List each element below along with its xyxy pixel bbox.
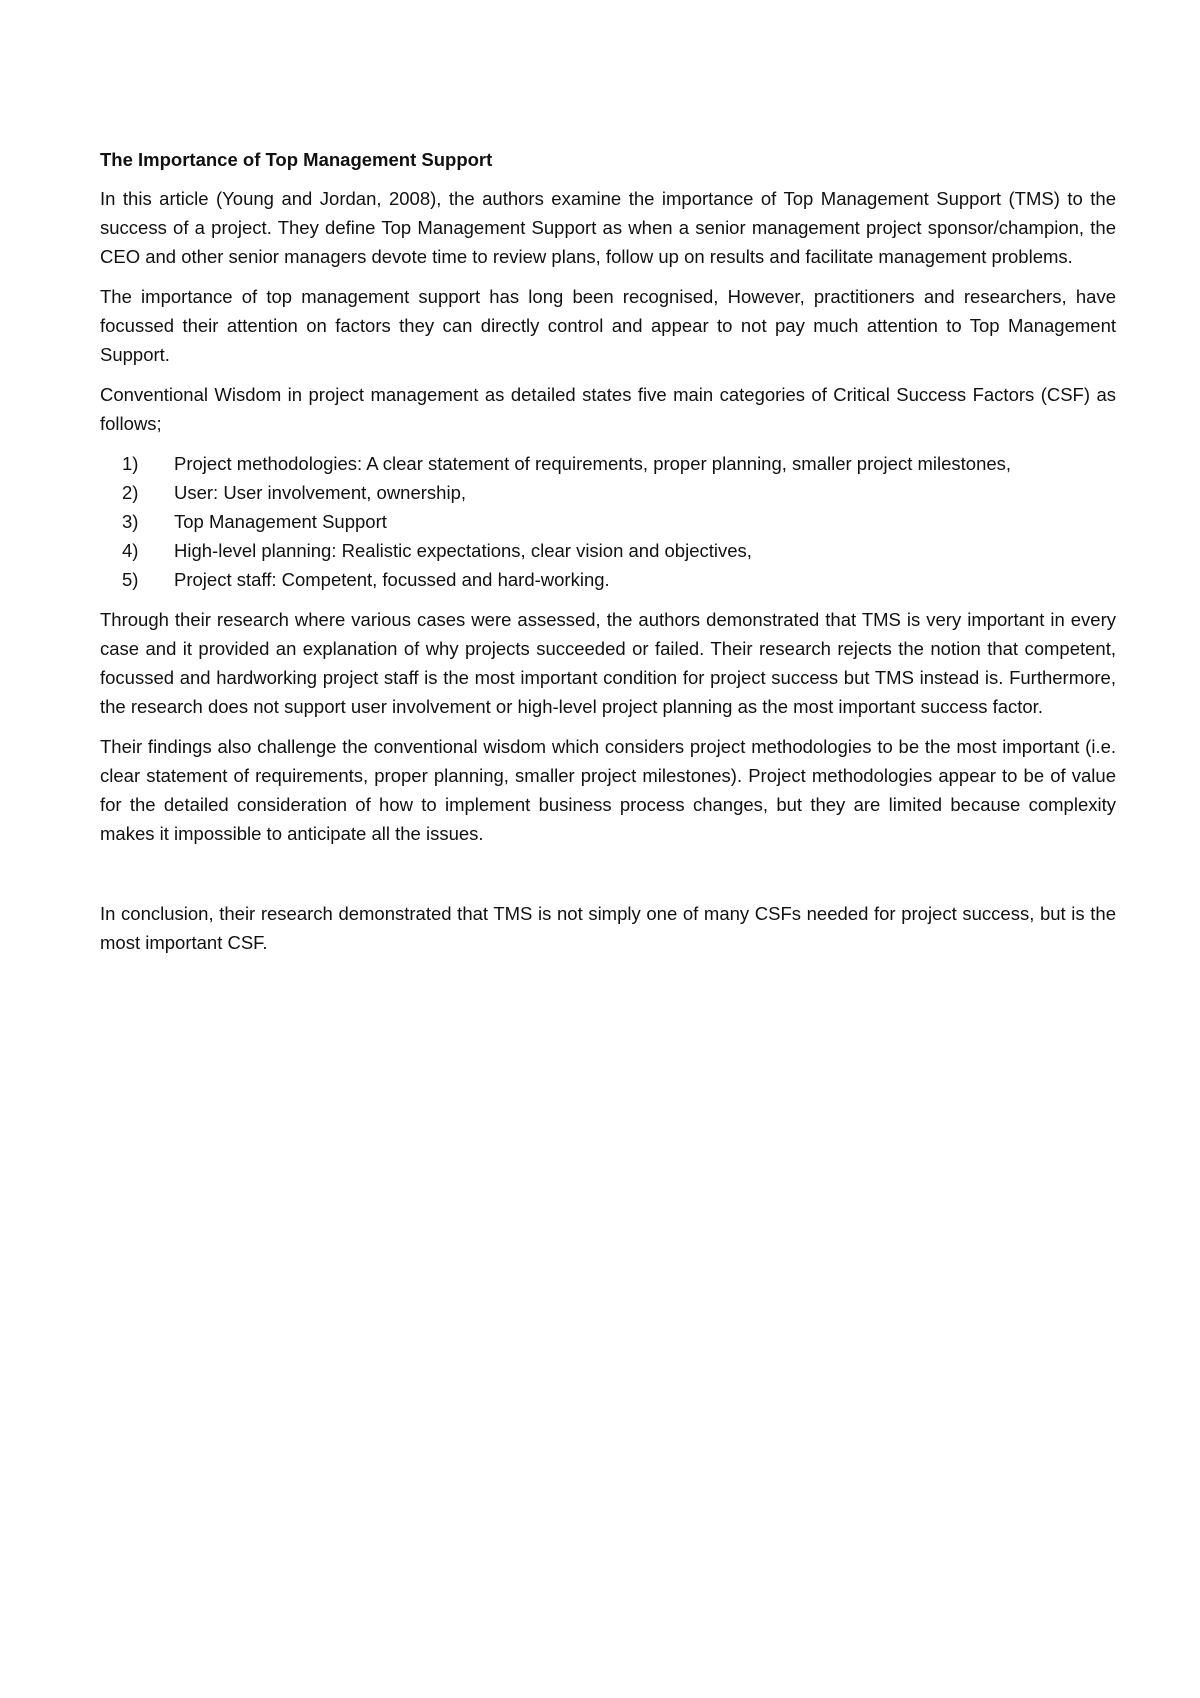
list-text: High-level planning: Realistic expectations, clear vision and objectives,: [174, 540, 752, 561]
list-number: 5): [122, 569, 139, 590]
csf-list: [100, 449, 1116, 594]
paragraph-recognition: The importance of top management support has long been recognised, However, practitioners and researchers, have focussed their attention on factors they can directly control and appear to not pay much attention to Top Management Support.: [100, 286, 1116, 365]
list-item: [100, 565, 1116, 594]
list-text: Project staff: Competent, focussed and hard-working.: [174, 569, 610, 590]
paragraph-csf-intro: Conventional Wisdom in project management as detailed states five main categories of Critical Success Factors (CSF) as follows;: [100, 384, 1116, 434]
list-number: 3): [122, 511, 139, 532]
paragraph-intro: In this article (Young and Jordan, 2008), the authors examine the importance of Top Management Support (TMS) to the success of a project. They define Top Management Support as when a senior management project sponsor/champion, the CEO and other senior managers devote time to review plans, follow up on results and facilitate management problems.: [100, 188, 1116, 267]
paragraph-conventional-wisdom: Their findings also challenge the conventional wisdom which considers project methodologies to be the most important (i.e. clear statement of requirements, proper planning, smaller project milestones). Project methodologies appear to be of value for the detailed consideration of how to implement business process changes, but they are limited because complexity makes it impossible to anticipate all the issues.: [100, 736, 1116, 844]
blank-line: [100, 859, 1116, 899]
list-item: [100, 536, 1116, 565]
list-item: [100, 478, 1116, 507]
document-page: [100, 145, 1116, 968]
paragraph-research-findings: Through their research where various cases were assessed, the authors demonstrated that TMS is very important in every case and it provided an explanation of why projects succeeded or failed. Their research rejects the notion that competent, focussed and hardworking project staff is the most important condition for project success but TMS instead is. Furthermore, the research does not support user involvement or high-level project planning as the most important success factor.: [100, 609, 1116, 717]
list-item: [100, 449, 1116, 478]
list-text: Project methodologies: A clear statement of requirements, proper planning, smaller project milestones,: [174, 453, 1012, 474]
list-text: Top Management Support: [174, 511, 387, 532]
list-item: [100, 507, 1116, 536]
list-number: 4): [122, 540, 139, 561]
list-text: User: User involvement, ownership,: [174, 482, 466, 503]
list-number: 2): [122, 482, 139, 503]
document-title: The Importance of Top Management Support: [100, 149, 493, 170]
paragraph-conclusion: In conclusion, their research demonstrated that TMS is not simply one of many CSFs needed for project success, but is the most important CSF.: [100, 903, 1116, 953]
list-number: 1): [122, 453, 139, 474]
